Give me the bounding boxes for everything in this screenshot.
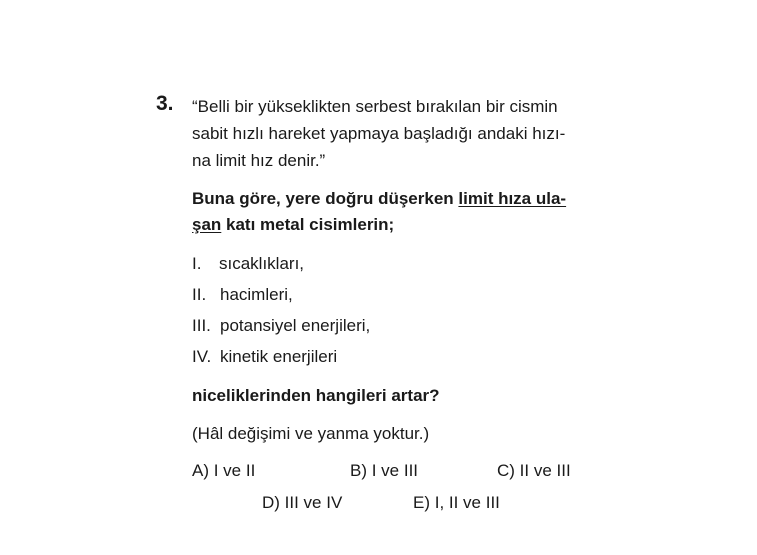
statement-numeral-1: I. bbox=[192, 254, 202, 273]
statement-numeral-2: II. bbox=[192, 285, 207, 304]
prompt-underlined-1: limit hıza ula- bbox=[458, 189, 567, 208]
statement-numeral-3: III. bbox=[192, 316, 211, 335]
statement-item-2 bbox=[192, 284, 293, 305]
prompt-underlined-2: şan bbox=[192, 215, 222, 234]
question-note: (Hâl değişimi ve yanma yoktur.) bbox=[192, 424, 430, 443]
prompt-text-1: Buna göre, yere doğru düşerken bbox=[192, 189, 459, 208]
choice-c[interactable]: C) II ve III bbox=[497, 461, 571, 480]
stem-line-3: na limit hız denir.” bbox=[192, 151, 326, 170]
stem-line-1: “Belli bir yükseklikten serbest bırakılan bir cismin bbox=[192, 97, 558, 116]
statement-item-4 bbox=[192, 346, 337, 367]
prompt-line-1 bbox=[192, 188, 566, 209]
choice-b[interactable]: B) I ve III bbox=[350, 461, 419, 480]
statement-text-3: potansiyel enerjileri, bbox=[220, 316, 371, 335]
statement-text-1: sıcaklıkları, bbox=[219, 254, 305, 273]
prompt-line-2 bbox=[192, 214, 394, 235]
question-ask: niceliklerinden hangileri artar? bbox=[192, 386, 440, 405]
prompt-text-2: katı metal cisimlerin; bbox=[221, 215, 395, 234]
statement-text-4: kinetik enerjileri bbox=[220, 347, 338, 366]
choice-e[interactable]: E) I, II ve III bbox=[413, 493, 500, 512]
statement-item-3 bbox=[192, 315, 370, 336]
statement-numeral-4: IV. bbox=[192, 347, 212, 366]
statement-item-1 bbox=[192, 253, 304, 274]
choice-d[interactable]: D) III ve IV bbox=[262, 493, 343, 512]
question-number: 3. bbox=[156, 92, 174, 115]
statement-text-2: hacimleri, bbox=[220, 285, 293, 304]
choice-a[interactable]: A) I ve II bbox=[192, 461, 256, 480]
stem-line-2: sabit hızlı hareket yapmaya başladığı andaki hızı- bbox=[192, 124, 566, 143]
